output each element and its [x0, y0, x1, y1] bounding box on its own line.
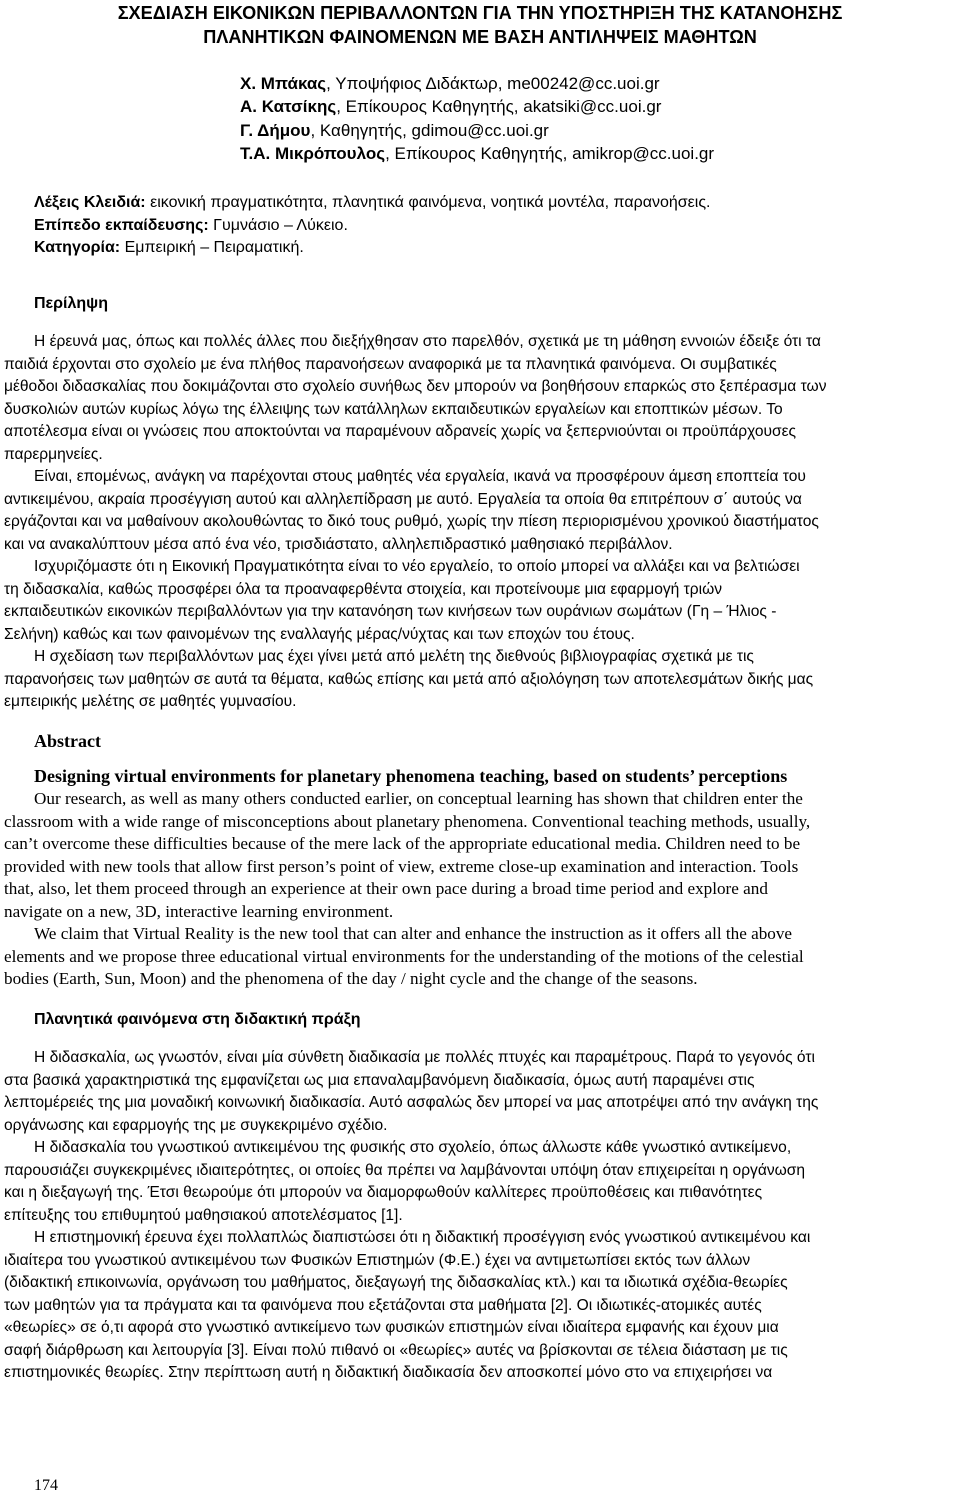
- text-line: classroom with a wide range of misconceptions about planetary phenomena. Conventional teaching methods, usually,: [4, 811, 811, 831]
- abstract-body: [4, 788, 954, 991]
- title-line-2: ΠΛΑΝΗΤΙΚΩΝ ΦΑΙΝΟΜΕΝΩΝ ΜΕ ΒΑΣΗ ΑΝΤΙΛΗΨΕΙΣ ΜΑΘΗΤΩΝ: [203, 27, 757, 47]
- author-line: [240, 72, 714, 95]
- text-line: Η επιστημονική έρευνα έχει πολλαπλώς διαπιστώσει ότι η διδακτική προσέγγιση ενός γνωστικού αντικειμένου και: [34, 1229, 811, 1246]
- text-line: εκπαιδευτικών εικονικών περιβαλλόντων για την κατανόηση των κινήσεων των ουράνιων σωμάτων (Γη – Ήλιος -: [4, 603, 777, 620]
- author-info: , Επίκουρος Καθηγητής, amikrop@cc.uoi.gr: [385, 143, 715, 163]
- text-line: that, also, let them proceed through an experience at their own pace during a broad time period and explore and: [4, 879, 768, 898]
- author-line: [240, 95, 714, 118]
- title-line-1: ΣΧΕΔΙΑΣΗ ΕΙΚΟΝΙΚΩΝ ΠΕΡΙΒΑΛΛΟΝΤΩΝ ΓΙΑ ΤΗΝ ΥΠΟΣΤΗΡΙΞΗ ΤΗΣ ΚΑΤΑΝΟΗΣΗΣ: [117, 3, 843, 23]
- text-line: μέθοδοι διδασκαλίας που δοκιμάζονται στο σχολείο συνήθως δεν μπορούν να βοηθήσουν επαρκώς στο ξεπέρασμα των: [4, 378, 827, 395]
- text-line: Η έρευνά μας, όπως και πολλές άλλες που διεξήχθησαν στο παρελθόν, σχετικά με τη μάθηση εννοιών έδειξε ότι τα: [34, 333, 821, 350]
- author-name: Α. Κατσίκης: [240, 97, 337, 117]
- text-line: παρουσιάζει συγκεκριμένες ιδιαιτερότητες, οι οποίες θα πρέπει να λαμβάνονται υπόψη όταν επιχειρείται η οργάνωση: [4, 1161, 806, 1179]
- summary-heading: Περίληψη: [34, 295, 108, 312]
- text-line: παρανοήσεις των μαθητών σε αυτά τα θέματα, καθώς επίσης και μετά από αξιολόγηση των αποτελεσμάτων δικής μας: [4, 670, 814, 688]
- text-line: στα βασικά χαρακτηριστικά της εμφανίζεται ως μια επαναλαμβανόμενη διαδικασία, όμως αυτή παραμένει στις: [4, 1071, 755, 1089]
- text-line: «θεωρίες» σε ό,τι αφορά στο γνωστικό αντικείμενο των φυσικών επιστημών είναι ιδιαίτερα εμφανής και έχουν μια: [4, 1319, 779, 1336]
- abstract-heading: Abstract: [34, 731, 101, 751]
- text-line: αντικειμένου, ακραία προσέγγιση αυτού και αλληλεπίδραση με αυτό. Εργαλεία τα οποία θα επιτρέπουν σ΄ αυτούς να: [4, 490, 802, 508]
- author-info: , Επίκουρος Καθηγητής, akatsiki@cc.uoi.gr: [336, 97, 662, 117]
- paper-meta: [34, 192, 710, 260]
- level-label: Επίπεδο εκπαίδευσης:: [34, 216, 209, 234]
- text-line: (διδακτική επικοινωνία, οργάνωση του μαθήματος, διεξαγωγή της διδασκαλίας κτλ.) και τα ιδιωτικά σχέδια-θεωρίες: [4, 1274, 788, 1291]
- text-line: Είναι, επομένως, ανάγκη να παρέχονται στους μαθητές νέα εργαλεία, ικανά να προσφέρουν άμεση εποπτεία του: [34, 468, 806, 485]
- section-heading: Πλανητικά φαινόμενα στη διδακτική πράξη: [34, 1011, 361, 1028]
- text-line: και η διεξαγωγή της. Έτσι θεωρούμε ότι μπορούν να διαμορφωθούν καλλίτερες προϋποθέσεις και πιθανότητες: [4, 1184, 763, 1201]
- keywords-value: εικονική πραγματικότητα, πλανητικά φαινόμενα, νοητικά μοντέλα, παρανοήσεις.: [145, 194, 711, 211]
- text-line: οργάνωσης και εφαρμογής της με συγκεκριμένο σχέδιο.: [4, 1116, 388, 1134]
- text-line: τη διδασκαλία, καθώς προσφέρει όλα τα προαναφερθέντα στοιχεία, και προτείνουμε μια εφαρμογή τριών: [4, 580, 723, 598]
- text-line: επιστημονικές θεωρίες. Στην περίπτωση αυτή η διδακτική διαδικασία δεν αποσκοπεί μόνο στο να επιχειρήσει να: [4, 1364, 773, 1381]
- author-info: , Καθηγητής, gdimou@cc.uoi.gr: [310, 120, 549, 140]
- summary-body: [4, 331, 954, 714]
- text-line: λεπτομέρειές της μια μοναδική κοινωνική διαδικασία. Αυτό ασφαλώς δεν μπορεί να μας αποτρέψει από την ανάγκη της: [4, 1094, 819, 1111]
- text-line: των μαθητών για τα πράγματα και τα φαινόμενα που εξετάζονται στα μαθήματα [2]. Οι ιδιωτικές-ατομικές αυτές: [4, 1296, 762, 1314]
- author-line: [240, 142, 714, 165]
- level-line: [34, 215, 710, 238]
- keywords-label: Λέξεις Κλειδιά:: [34, 194, 146, 211]
- page-number: 174: [34, 1477, 58, 1494]
- abstract-subtitle: Designing virtual environments for planetary phenomena teaching, based on students’ perceptions: [34, 766, 788, 786]
- text-line: Ισχυριζόμαστε ότι η Εικονική Πραγματικότητα είναι το νέο εργαλείο, το οποίο μπορεί να αλλάξει και να βελτιώσει: [34, 558, 800, 575]
- author-name: Γ. Δήμου: [240, 120, 311, 140]
- text-line: Our research, as well as many others conducted earlier, on conceptual learning has shown that children enter the: [34, 789, 803, 808]
- text-line: navigate on a new, 3D, interactive learning environment.: [4, 901, 394, 921]
- author-line: [240, 119, 714, 142]
- author-name: Χ. Μπάκας: [240, 74, 327, 93]
- text-line: εργάζονται και να μαθαίνουν ακολουθώντας το δικό τους ρυθμό, χωρίς την πίεση περιορισμένου χρονικού διαστήματος: [4, 513, 819, 530]
- category-label: Κατηγορία:: [34, 239, 121, 256]
- text-line: We claim that Virtual Reality is the new tool that can alter and enhance the instruction as it offers all the above: [34, 924, 793, 943]
- text-line: εμπειρικής μελέτης σε μαθητές γυμνασίου.: [4, 693, 297, 710]
- text-line: Η διδασκαλία, ως γνωστόν, είναι μία σύνθετη διαδικασία με πολλές πτυχές και παραμέτρους. Παρά το γεγονός ότι: [34, 1049, 815, 1066]
- text-line: Σελήνη) καθώς και των φαινομένων της εναλλαγής μέρας/νύχτας και των εποχών του έτους.: [4, 625, 635, 643]
- text-line: Η σχεδίαση των περιβαλλόντων μας έχει γίνει μετά από μελέτη της διεθνούς βιβλιογραφίας σχετικά με τις: [34, 648, 754, 665]
- text-line: παιδιά έρχονται στο σχολείο με ένα πλήθος παρανοήσεων αναφορικά με τα πλανητικά φαινόμενα. Οι συμβατικές: [4, 355, 777, 373]
- level-value: Γυμνάσιο – Λύκειο.: [208, 216, 348, 234]
- category-line: [34, 237, 710, 260]
- text-line: αποτέλεσμα είναι οι γνώσεις που αποκτούνται να παραμένουν αδρανείς χωρίς να ξεπερνιούνται οι προϋπάρχουσες: [4, 423, 797, 440]
- text-line: δυσκολιών αυτών κυρίως λόγω της έλλειψης των κατάλληλων εκπαιδευτικών εργαλείων και εποπτικών μέσων. Το: [4, 400, 783, 418]
- paper-title: [0, 1, 960, 49]
- text-line: παρερμηνείες.: [4, 445, 103, 463]
- text-line: σαφή διάρθρωση και λειτουργία [3]. Είναι πολύ πιθανό οι «θεωρίες» αυτές να βρίσκονται σε τέλεια διάσταση με τις: [4, 1341, 788, 1359]
- text-line: bodies (Earth, Sun, Moon) and the phenomena of the day / night cycle and the change of the seasons.: [4, 969, 698, 988]
- text-line: ιδιαίτερα του γνωστικού αντικειμένου των Φυσικών Επιστημών (Φ.Ε.) έχει να αντιμετωπίσει εκτός των άλλων: [4, 1251, 751, 1269]
- author-info: , Υποψήφιος Διδάκτωρ, me00242@cc.uoi.gr: [326, 74, 660, 93]
- category-value: Εμπειρική – Πειραματική.: [120, 239, 304, 256]
- section-body: [4, 1047, 954, 1385]
- keywords-line: [34, 192, 710, 215]
- text-line: επίτευξης του επιθυμητού μαθησιακού αποτελέσματος [1].: [4, 1206, 403, 1224]
- author-list: [240, 72, 714, 165]
- text-line: can’t overcome these difficulties because of the mere lack of the appropriate educational media. Children need to be: [4, 834, 801, 853]
- text-line: provided with new tools that allow first person’s point of view, extreme close-up examination and interaction. Tools: [4, 856, 799, 876]
- author-name: Τ.Α. Μικρόπουλος: [240, 143, 386, 163]
- text-line: και να ανακαλύπτουν μέσα από ένα νέο, τρισδιάστατο, αλληλεπιδραστικό μαθησιακό περιβάλλον.: [4, 535, 673, 553]
- text-line: elements and we propose three educational virtual environments for the understanding of the motions of the celestial: [4, 946, 804, 966]
- text-line: Η διδασκαλία του γνωστικού αντικειμένου της φυσικής στο σχολείο, όπως άλλωστε κάθε γνωστικό αντικείμενο,: [34, 1139, 792, 1156]
